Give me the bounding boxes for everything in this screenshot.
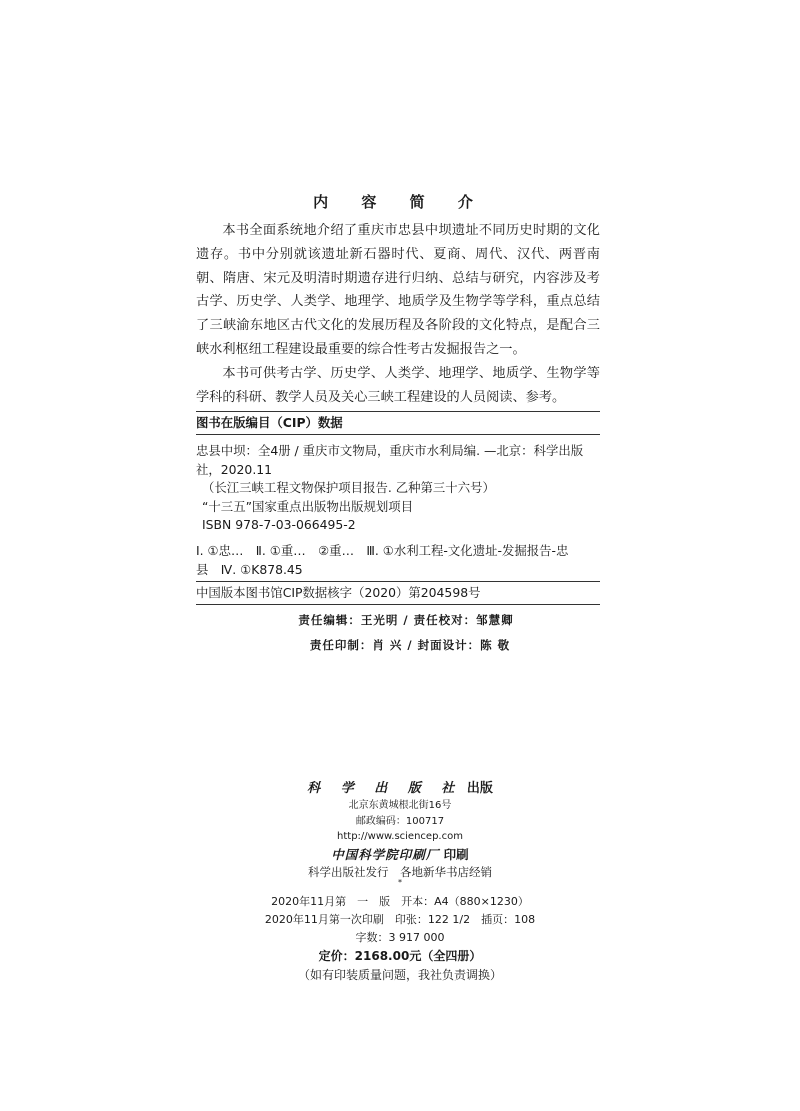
divider-cip-number-bottom: [196, 604, 600, 605]
printer: [0, 845, 800, 863]
cip-number: 中国版本图书馆CIP数据核字（2020）第204598号: [196, 585, 481, 600]
distribution: 科学出版社发行 各地新华书店经销: [308, 865, 492, 879]
edition-format: 2020年11月第 一 版 开本：A4（880×1230）: [271, 895, 529, 908]
cip-classification: [196, 542, 600, 579]
publisher-name: [0, 777, 800, 796]
cip-heading: 图书在版编目（CIP）数据: [196, 415, 343, 430]
cip-entry-line-2: 社，2020.11: [196, 461, 273, 477]
summary-paragraph-1: 本书全面系统地介绍了重庆市忠县中坝遗址不同历史时期的文化遗存。书中分别就该遗址新石器时代、夏商、周代、汉代、两晋南朝、隋唐、宋元及明清时期遗存进行归纳、总结与研究，内容涉及考古学、历史学、人类学、地理学、地质学及生物学等学科，重点总结了三峡渝东地区古代文化的发展历程及各阶段的文化特点，是配合三峡水利枢纽工程建设最重要的综合性考古发掘报告之一。: [196, 223, 600, 357]
cip-entry-line-4: “十三五”国家重点出版物出版规划项目: [202, 498, 414, 514]
divider-cip-heading: [196, 434, 600, 435]
credits-editor-proofreader: 责任编辑：王光明 / 责任校对：邹慧卿: [298, 613, 514, 627]
publisher-suffix: 出版: [466, 781, 493, 796]
publisher-brand: 科 学 出 版 社: [307, 781, 463, 796]
summary-text: [196, 219, 600, 409]
cip-entry-line-1: 忠县中坝：全4册 / 重庆市文物局，重庆市水利局编. —北京：科学出版: [196, 443, 584, 458]
printer-brand: 中国科学院印刷厂: [331, 847, 440, 862]
separator-star: *: [398, 878, 402, 887]
cip-entry-line-3: （长江三峡工程文物保护项目报告. 乙种第三十六号）: [202, 480, 495, 495]
cip-class-line-1: Ⅰ. ①忠… Ⅱ. ①重… ②重… Ⅲ. ①水利工程-文化遗址-发掘报告-忠: [196, 543, 569, 558]
quality-note: （如有印装质量问题，我社负责调换）: [297, 968, 502, 982]
price: 定价：2168.00元（全四册）: [318, 949, 482, 963]
impression-sheets: 2020年11月第一次印刷 印张：122 1/2 插页：108: [264, 913, 536, 926]
cip-class-line-2: 县 Ⅳ. ①K878.45: [196, 561, 303, 577]
credits-printing-cover: 责任印制：肖 兴 / 封面设计：陈 敬: [309, 638, 511, 652]
divider-cip-number-top: [196, 581, 600, 582]
publisher-postcode: 邮政编码：100717: [355, 816, 445, 827]
word-count: 字数：3 917 000: [355, 931, 445, 944]
summary-paragraph-2: 本书可供考古学、历史学、人类学、地理学、地质学、生物学等学科的科研、教学人员及关心三峡工程建设的人员阅读、参考。: [196, 365, 600, 405]
printer-suffix: 印刷: [443, 847, 469, 862]
cip-entry: [196, 442, 600, 535]
divider-top: [196, 411, 600, 412]
publisher-address: 北京东黄城根北街16号: [348, 800, 452, 811]
publisher-url: http://www.sciencep.com: [337, 831, 463, 842]
summary-title: 内 容 简 介: [313, 193, 487, 211]
cip-entry-line-5: ISBN 978-7-03-066495-2: [202, 517, 356, 532]
